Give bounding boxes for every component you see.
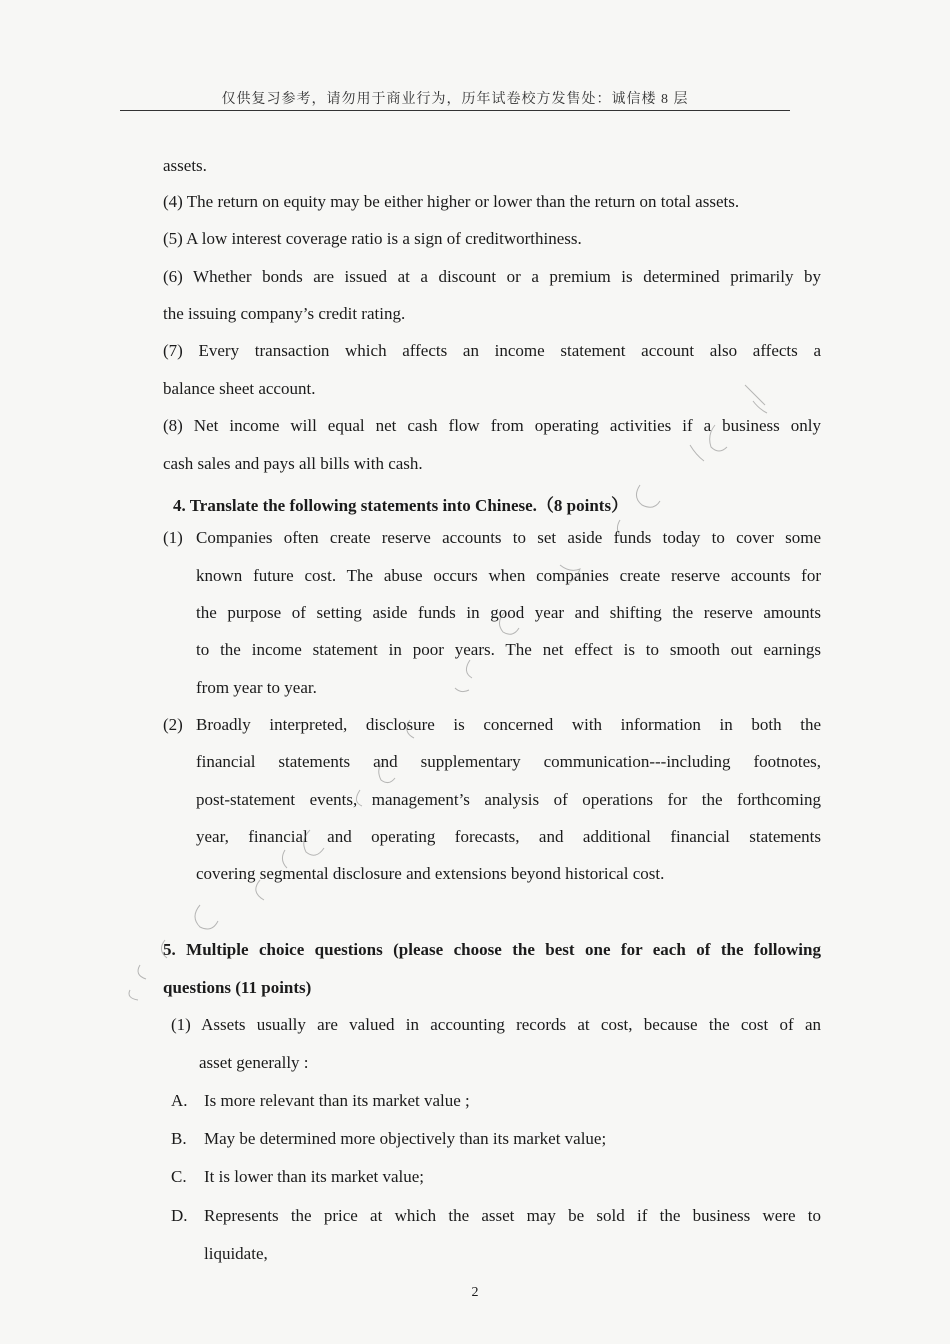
statement-5: (5) A low interest coverage ratio is a sign of creditworthiness. — [163, 229, 582, 248]
statement-7-line-1: (7) Every transaction which affects an income statement account also affects a — [163, 341, 821, 360]
statement-4: (4) The return on equity may be either higher or lower than the return on total assets. — [163, 192, 740, 211]
passage-2-line-3: post-statement events, management’s analysis of operations for the forthcoming — [196, 790, 821, 809]
section-5-heading-line-1: 5. Multiple choice questions (please choose the best one for each of the following — [163, 940, 821, 959]
page-header: 仅供复习参考，请勿用于商业行为，历年试卷校方发售处：诚信楼 8 层 — [221, 92, 689, 107]
passage-2-line-4: year, financial and operating forecasts, and additional financial statements — [196, 827, 821, 846]
option-c-label: C. — [171, 1167, 187, 1186]
option-a-text: Is more relevant than its market value ; — [204, 1091, 470, 1110]
option-c-text: It is lower than its market value; — [204, 1167, 424, 1186]
statement-6-line-2: the issuing company’s credit rating. — [163, 304, 406, 323]
passage-1-number: (1) — [163, 528, 183, 547]
question-1-line-2: asset generally : — [199, 1053, 309, 1072]
statement-7-line-2: balance sheet account. — [163, 379, 316, 398]
passage-2-line-1: Broadly interpreted, disclosure is concerned with information in both the — [196, 715, 821, 734]
passage-1-line-2: known future cost. The abuse occurs when companies create reserve accounts for — [196, 566, 821, 585]
page-number: 2 — [471, 1285, 479, 1300]
passage-2-number: (2) — [163, 715, 183, 734]
option-b-text: May be determined more objectively than its market value; — [204, 1129, 607, 1148]
passage-2-line-2: financial statements and supplementary communication---including footnotes, — [196, 752, 821, 771]
passage-1-line-4: to the income statement in poor years. The net effect is to smooth out earnings — [196, 640, 821, 659]
passage-1-line-3: the purpose of setting aside funds in good year and shifting the reserve amounts — [196, 603, 821, 622]
option-d-label: D. — [171, 1206, 188, 1225]
statement-8-line-2: cash sales and pays all bills with cash. — [163, 454, 423, 473]
passage-2-line-5: covering segmental disclosure and extensions beyond historical cost. — [196, 864, 665, 883]
option-d-line-2: liquidate, — [204, 1244, 268, 1263]
option-b-label: B. — [171, 1129, 187, 1148]
question-1-line-1: (1) Assets usually are valued in accounting records at cost, because the cost of an — [171, 1015, 821, 1034]
option-a-label: A. — [171, 1091, 188, 1110]
header-rule — [120, 110, 790, 111]
passage-1-line-5: from year to year. — [196, 678, 317, 697]
passage-1-line-1: Companies often create reserve accounts to set aside funds today to cover some — [196, 528, 821, 547]
section-4-heading: 4. Translate the following statements into Chinese.（8 points） — [173, 496, 629, 515]
option-d-line-1: Represents the price at which the asset may be sold if the business were to — [204, 1206, 821, 1225]
statement-6-line-1: (6) Whether bonds are issued at a discount or a premium is determined primarily by — [163, 267, 821, 286]
statement-8-line-1: (8) Net income will equal net cash flow from operating activities if a business only — [163, 416, 821, 435]
section-5-heading-line-2: questions (11 points) — [163, 978, 312, 997]
continuation-text: assets. — [163, 156, 207, 175]
